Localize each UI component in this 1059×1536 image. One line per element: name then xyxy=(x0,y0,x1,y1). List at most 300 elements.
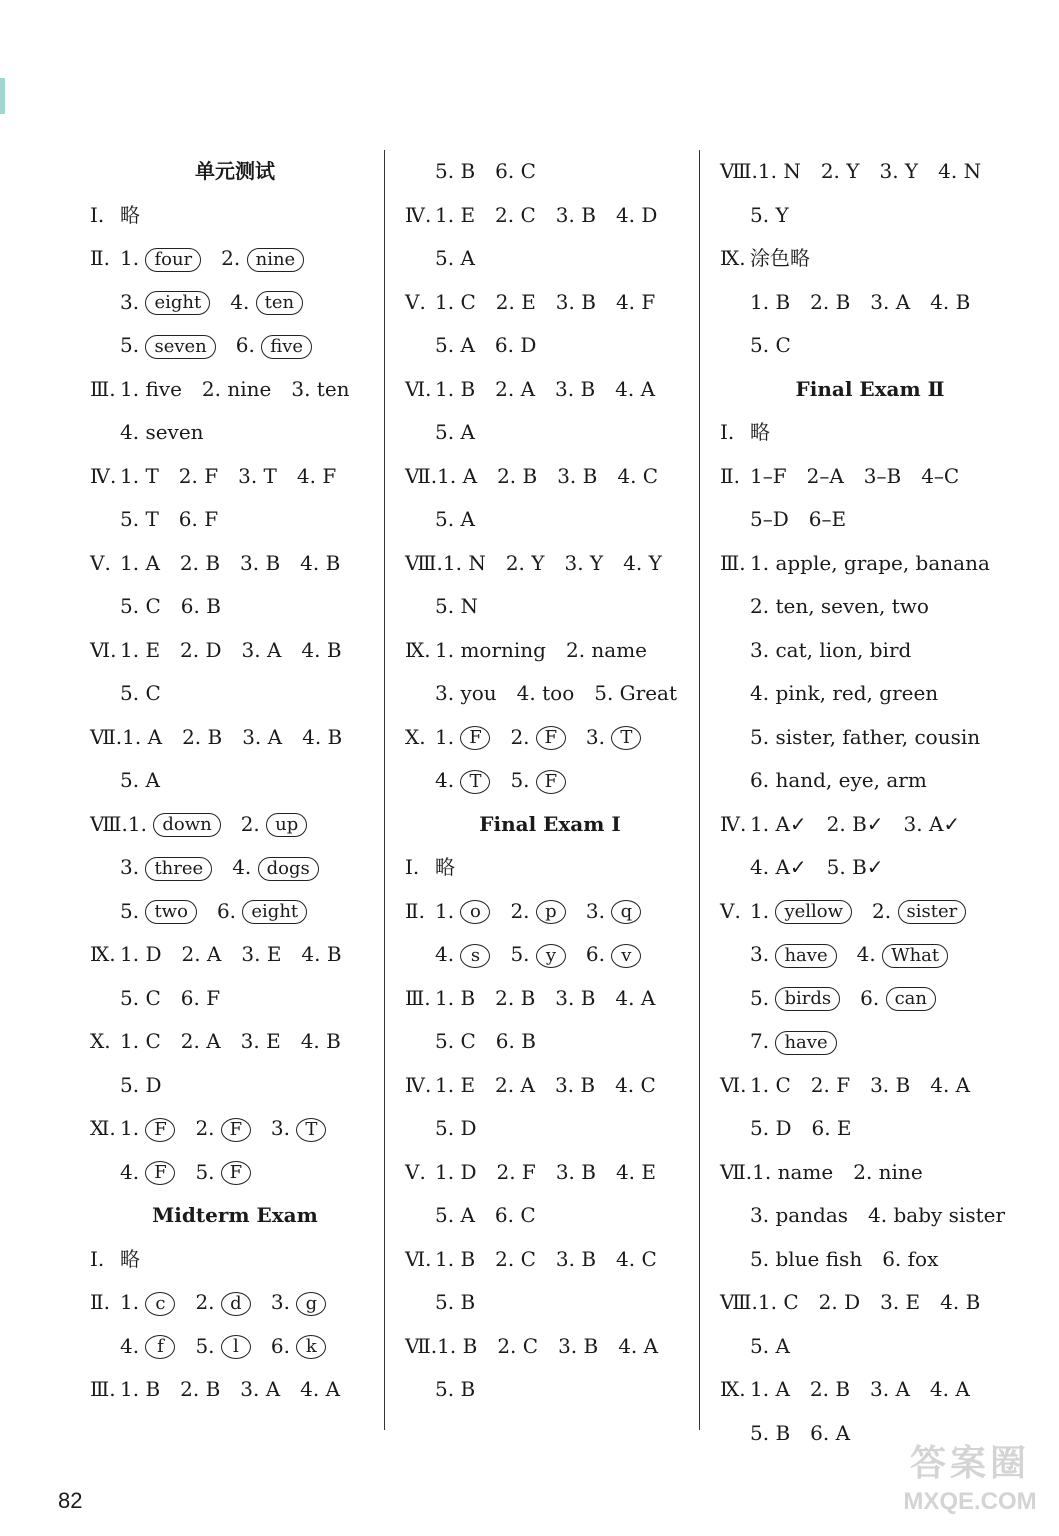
answer-text: 2. A xyxy=(495,376,536,401)
answer-text: 2. D xyxy=(818,1290,861,1314)
answer-line xyxy=(720,1325,1020,1369)
answer-text: 5. A xyxy=(120,768,160,792)
answer-text: 4. F xyxy=(296,463,337,488)
answer-item xyxy=(217,890,307,934)
answer-item xyxy=(870,1368,910,1412)
answer-item xyxy=(120,324,216,368)
answer-item xyxy=(195,1151,250,1195)
answer-text: 3. cat, lion, bird xyxy=(750,637,912,662)
answer-text: 1. N xyxy=(442,550,486,575)
answer-text: 6. B xyxy=(180,594,221,618)
answer-item xyxy=(435,1020,476,1064)
answer-text: 4. A xyxy=(929,1377,970,1401)
circled-answer: five xyxy=(261,335,312,359)
answer-item xyxy=(182,716,222,760)
answer-item xyxy=(435,237,475,281)
answer-text: 1. A✓ xyxy=(750,811,807,836)
question-number: Ⅴ. xyxy=(405,1159,426,1184)
answer-text: 3–B xyxy=(863,463,902,488)
answer-text: 5. T xyxy=(120,507,159,531)
answer-item xyxy=(750,846,807,890)
answer-text: 1. A xyxy=(437,463,478,488)
answer-item xyxy=(506,542,545,586)
answer-item xyxy=(750,629,911,673)
question-number: Ⅺ. xyxy=(90,1116,116,1140)
circled-answer: F xyxy=(221,1118,251,1142)
question-number: Ⅷ. xyxy=(405,550,443,575)
circled-answer: d xyxy=(221,1292,251,1316)
answer-item xyxy=(120,455,159,499)
answer-item xyxy=(120,585,161,629)
answer-text: 3. B xyxy=(555,289,596,314)
answer-text: 2. xyxy=(872,898,898,923)
answer-text: 4. xyxy=(120,1159,146,1184)
answer-line xyxy=(405,977,695,1021)
answer-item xyxy=(495,324,536,368)
circled-answer: F xyxy=(145,1161,175,1185)
answer-line xyxy=(720,1238,1020,1282)
circled-answer: g xyxy=(296,1292,326,1316)
answer-item xyxy=(750,237,810,281)
question-number: Ⅶ. xyxy=(405,463,438,488)
answer-line xyxy=(720,455,1020,499)
circled-answer: dogs xyxy=(258,857,319,881)
answer-text: 3. B xyxy=(555,985,596,1010)
answer-item xyxy=(930,1368,970,1412)
answer-text: 4. xyxy=(230,289,256,314)
watermark-logo xyxy=(890,1440,1050,1520)
answer-line xyxy=(90,672,380,716)
answer-line xyxy=(90,1325,380,1369)
answer-line xyxy=(90,890,380,934)
answer-text: 5. xyxy=(120,898,146,923)
answer-item xyxy=(750,1368,790,1412)
answer-line xyxy=(405,585,695,629)
answer-item xyxy=(120,890,197,934)
answer-text: 5. C xyxy=(120,985,161,1010)
answer-item xyxy=(120,194,140,238)
answer-item xyxy=(120,1368,160,1412)
answer-text: 3. A xyxy=(870,1377,910,1401)
answer-line xyxy=(720,759,1020,803)
answer-line xyxy=(720,846,1020,890)
answer-item xyxy=(617,455,658,499)
question-number: Ⅵ. xyxy=(720,1072,747,1097)
answer-item xyxy=(758,150,801,194)
answer-item xyxy=(750,498,789,542)
answer-item xyxy=(435,1107,476,1151)
answer-item xyxy=(857,933,949,977)
answer-text: 3. A xyxy=(240,1377,281,1401)
answer-line xyxy=(720,977,1020,1021)
answer-text: 3. A xyxy=(870,289,911,314)
answer-line xyxy=(720,1368,1020,1412)
question-number: Ⅷ. xyxy=(720,159,758,183)
answer-text: 2. B xyxy=(810,289,851,314)
answer-text: 略 xyxy=(120,202,140,227)
answer-text: 5. A xyxy=(435,507,475,531)
answer-text: 5. B✓ xyxy=(826,855,884,879)
answer-item xyxy=(242,716,282,760)
answer-text: 2. A xyxy=(495,1072,535,1097)
answer-text: 5. B xyxy=(750,1420,791,1445)
answer-line xyxy=(720,1020,1020,1064)
answer-item xyxy=(240,1368,280,1412)
answer-item xyxy=(510,716,565,760)
answer-text: 略 xyxy=(435,855,455,879)
answer-item xyxy=(495,368,535,412)
circled-answer: o xyxy=(460,900,490,924)
question-number: Ⅵ. xyxy=(405,376,432,401)
answer-text: 4. A xyxy=(930,1072,971,1097)
circled-answer: q xyxy=(611,900,641,924)
answer-text: 3. B xyxy=(557,463,598,488)
answer-line xyxy=(405,1064,695,1108)
answer-item xyxy=(750,977,840,1021)
question-number: Ⅶ. xyxy=(405,1333,438,1358)
answer-line xyxy=(405,281,695,325)
answer-item xyxy=(496,1151,535,1195)
answer-item xyxy=(750,585,929,629)
answer-item xyxy=(120,1107,175,1151)
answer-text: 1. xyxy=(120,246,146,270)
answer-item xyxy=(120,629,160,673)
answer-line xyxy=(405,933,695,977)
answer-item xyxy=(241,933,281,977)
answer-text: 3. A✓ xyxy=(903,811,961,836)
circled-answer: T xyxy=(611,726,641,750)
answer-item xyxy=(435,411,475,455)
answer-item xyxy=(120,1238,140,1282)
answer-text: 5. C xyxy=(435,1029,476,1053)
answer-item xyxy=(750,1107,791,1151)
answer-item xyxy=(566,629,647,673)
question-number: Ⅶ. xyxy=(720,1159,753,1184)
answer-line xyxy=(720,542,1020,586)
answer-text: 4. A xyxy=(615,376,656,401)
answer-text: 3. xyxy=(750,942,776,966)
question-number: Ⅶ. xyxy=(90,724,123,749)
answer-item xyxy=(860,977,936,1021)
answer-text: 2. C xyxy=(495,202,536,227)
answer-item xyxy=(555,977,595,1021)
answer-item xyxy=(809,498,846,542)
answer-line xyxy=(405,1020,695,1064)
answer-text: 4. pink, red, green xyxy=(750,681,939,705)
answer-item xyxy=(301,1020,341,1064)
answer-item xyxy=(623,542,662,586)
answer-text: 4. baby sister xyxy=(868,1203,1006,1227)
answer-text: 3. A xyxy=(241,637,282,662)
answer-text: 6–E xyxy=(808,507,847,531)
answer-text: 4. A xyxy=(618,1333,659,1358)
answer-column-2 xyxy=(405,150,695,1412)
answer-line xyxy=(90,846,380,890)
answer-text: 4. Y xyxy=(623,550,662,575)
answer-text: 4. xyxy=(435,942,461,966)
circled-answer: F xyxy=(536,726,566,750)
answer-item xyxy=(495,150,536,194)
answer-item xyxy=(750,542,990,586)
answer-item xyxy=(616,281,655,325)
answer-text: 5. B xyxy=(435,159,476,183)
answer-text: 3. E xyxy=(240,1029,281,1053)
circled-answer: birds xyxy=(775,987,840,1011)
answer-text: 5. sister, father, cousin xyxy=(750,724,981,749)
answer-text: 2. xyxy=(195,1290,221,1314)
answer-text: 3. A xyxy=(242,724,283,749)
circled-answer: have xyxy=(775,1031,836,1055)
answer-text: 4. B xyxy=(301,637,342,662)
answer-item xyxy=(517,672,575,716)
answer-item xyxy=(750,803,807,847)
answer-item xyxy=(435,324,475,368)
answer-item xyxy=(594,672,677,716)
answer-text: 3. T xyxy=(238,463,277,488)
answer-item xyxy=(435,281,476,325)
answer-item xyxy=(271,1325,326,1369)
answer-item xyxy=(879,150,918,194)
answer-text: 略 xyxy=(750,420,770,444)
answer-text: 1. morning xyxy=(435,637,546,662)
answer-item xyxy=(750,672,938,716)
answer-item xyxy=(242,629,282,673)
answer-line xyxy=(90,498,380,542)
answer-item xyxy=(120,846,212,890)
answer-text: 2. B xyxy=(182,724,223,749)
answer-item xyxy=(240,542,280,586)
answer-item xyxy=(232,846,319,890)
answer-item xyxy=(271,1107,326,1151)
answer-line xyxy=(90,759,380,803)
answer-item xyxy=(495,1064,535,1108)
answer-text: 2–A xyxy=(806,463,844,488)
answer-item xyxy=(821,150,860,194)
answer-column-1 xyxy=(90,150,380,1412)
answer-line xyxy=(90,237,380,281)
answer-text: 4. seven xyxy=(120,420,204,444)
answer-item xyxy=(435,672,497,716)
answer-line xyxy=(90,716,380,760)
circled-answer: What xyxy=(882,944,948,968)
answer-line xyxy=(405,542,695,586)
answer-item xyxy=(880,1281,920,1325)
answer-line xyxy=(90,1064,380,1108)
answer-line xyxy=(720,933,1020,977)
answer-text: 2. xyxy=(221,246,247,270)
answer-item xyxy=(870,281,910,325)
answer-item xyxy=(120,759,160,803)
answer-item xyxy=(750,455,787,499)
answer-text: 5. D xyxy=(120,1072,162,1097)
answer-item xyxy=(938,150,981,194)
answer-line xyxy=(90,542,380,586)
answer-line xyxy=(720,803,1020,847)
answer-text: 3. E xyxy=(880,1290,921,1314)
answer-item xyxy=(302,716,342,760)
answer-line xyxy=(90,455,380,499)
answer-text: 1. B xyxy=(120,1377,161,1401)
answer-text: 3. B xyxy=(870,1072,911,1097)
answer-item xyxy=(238,455,277,499)
answer-text: 4–C xyxy=(921,463,960,488)
answer-text: 3. ten xyxy=(291,376,350,401)
answer-item xyxy=(120,498,159,542)
circled-answer: sister xyxy=(898,900,967,924)
answer-item xyxy=(870,1064,910,1108)
answer-text: 4. D xyxy=(615,202,658,227)
answer-text: 1. B xyxy=(435,376,476,401)
answer-text: 5. C xyxy=(750,333,791,357)
answer-text: 3. B xyxy=(555,376,596,401)
answer-text: 2. F xyxy=(178,463,219,488)
section-heading: Final Exam Ⅱ xyxy=(795,376,945,401)
answer-text: 4. C xyxy=(616,1246,657,1271)
answer-text: 4. B xyxy=(940,1290,981,1314)
answer-line xyxy=(405,1368,695,1412)
answer-text: 4. xyxy=(120,1333,146,1358)
question-number: Ⅸ. xyxy=(720,246,746,270)
answer-text: 6. hand, eye, arm xyxy=(750,768,927,792)
answer-item xyxy=(202,368,271,412)
answer-line xyxy=(405,1325,695,1369)
answer-item xyxy=(435,629,546,673)
answer-text: 6. C xyxy=(495,159,536,183)
answer-text: 1. xyxy=(120,1116,146,1140)
answer-text: 5. N xyxy=(435,594,478,618)
answer-text: 1. C xyxy=(120,1029,161,1053)
circled-answer: have xyxy=(775,944,836,968)
answer-text: 3. B xyxy=(555,1246,597,1271)
answer-line xyxy=(90,977,380,1021)
answer-item xyxy=(435,890,490,934)
answer-item xyxy=(435,716,490,760)
answer-item xyxy=(435,1368,475,1412)
answer-item xyxy=(437,1325,477,1369)
answer-text: 2. xyxy=(510,724,536,749)
answer-text: 2. C xyxy=(495,1246,536,1271)
answer-item xyxy=(750,1238,862,1282)
answer-item xyxy=(120,1020,161,1064)
circled-answer: f xyxy=(145,1335,175,1359)
answer-item xyxy=(750,1325,790,1369)
answer-item xyxy=(120,1281,175,1325)
answer-item xyxy=(750,194,789,238)
answer-text: 1. A xyxy=(750,1377,790,1401)
answer-text: 1. D xyxy=(435,1159,477,1184)
answer-text: 3. xyxy=(270,1290,297,1314)
answer-text: 6. xyxy=(216,898,243,923)
answer-text: 1. N xyxy=(757,159,801,183)
answer-item xyxy=(615,977,655,1021)
answer-text: 3. Y xyxy=(564,550,604,575)
circled-answer: F xyxy=(460,726,490,750)
answer-line xyxy=(720,1107,1020,1151)
question-number: Ⅳ. xyxy=(720,811,747,836)
answer-line xyxy=(90,324,380,368)
answer-item xyxy=(750,1064,791,1108)
answer-item xyxy=(230,281,303,325)
answer-text: 1. apple, grape, banana xyxy=(750,550,990,575)
answer-line xyxy=(720,194,1020,238)
answer-text: 5. xyxy=(750,985,776,1010)
answer-text: 1. A xyxy=(120,550,160,575)
circled-answer: seven xyxy=(145,335,215,359)
question-number: Ⅰ. xyxy=(405,855,420,879)
answer-text: 5. B xyxy=(435,1290,476,1314)
answer-item xyxy=(510,933,565,977)
answer-line xyxy=(90,1238,380,1282)
answer-item xyxy=(495,977,535,1021)
section-heading: 单元测试 xyxy=(195,159,275,183)
answer-text: 2. B xyxy=(180,1377,221,1401)
answer-text: 1. C xyxy=(750,1072,791,1097)
circled-answer: F xyxy=(221,1161,251,1185)
answer-text: 4. B xyxy=(301,942,342,966)
answer-line xyxy=(90,933,380,977)
answer-line xyxy=(405,1194,695,1238)
answer-line xyxy=(720,890,1020,934)
question-number: Ⅷ. xyxy=(90,811,128,836)
answer-item xyxy=(497,455,537,499)
answer-item xyxy=(557,455,597,499)
answer-item xyxy=(221,237,304,281)
answer-line xyxy=(90,803,380,847)
answer-text: 1. B xyxy=(750,289,791,314)
question-number: Ⅹ. xyxy=(90,1029,111,1053)
answer-line xyxy=(405,411,695,455)
circled-answer: can xyxy=(886,987,936,1011)
answer-text: 1. C xyxy=(757,1290,799,1314)
answer-text: 3. pandas xyxy=(750,1203,849,1227)
answer-item xyxy=(556,1151,596,1195)
answer-item xyxy=(120,977,161,1021)
circled-answer: F xyxy=(536,770,566,794)
answer-text: 5. B xyxy=(435,1377,476,1401)
answer-text: 3. Y xyxy=(879,159,919,183)
answer-item xyxy=(120,933,161,977)
circled-answer: eight xyxy=(145,291,210,315)
answer-item xyxy=(301,629,341,673)
answer-text: 6. E xyxy=(811,1116,852,1140)
answer-item xyxy=(853,1151,922,1195)
answer-line xyxy=(405,1281,695,1325)
answer-text: 5. blue fish xyxy=(750,1246,863,1271)
answer-item xyxy=(615,1064,656,1108)
answer-line xyxy=(405,1107,695,1151)
answer-text: 3. xyxy=(585,898,612,923)
answer-text: 6. xyxy=(860,985,886,1010)
answer-item xyxy=(291,368,349,412)
answer-text: 1. B xyxy=(437,1333,478,1358)
answer-text: 5. C xyxy=(120,594,161,618)
circled-answer: T xyxy=(296,1118,326,1142)
answer-text: 4. too xyxy=(516,681,575,705)
answer-item xyxy=(558,1325,598,1369)
answer-item xyxy=(300,542,340,586)
question-number: Ⅱ. xyxy=(90,246,110,270)
answer-text: 5. Great xyxy=(594,681,678,705)
answer-text: 4. B xyxy=(930,289,971,314)
answer-item xyxy=(495,194,536,238)
answer-item xyxy=(435,846,455,890)
answer-text: 4. B xyxy=(300,1029,341,1053)
question-number: Ⅵ. xyxy=(90,637,117,662)
answer-text: 1. E xyxy=(435,1072,476,1097)
answer-item xyxy=(241,1020,281,1064)
edge-tab-mark xyxy=(0,78,5,114)
answer-text: 5–D xyxy=(750,507,789,531)
